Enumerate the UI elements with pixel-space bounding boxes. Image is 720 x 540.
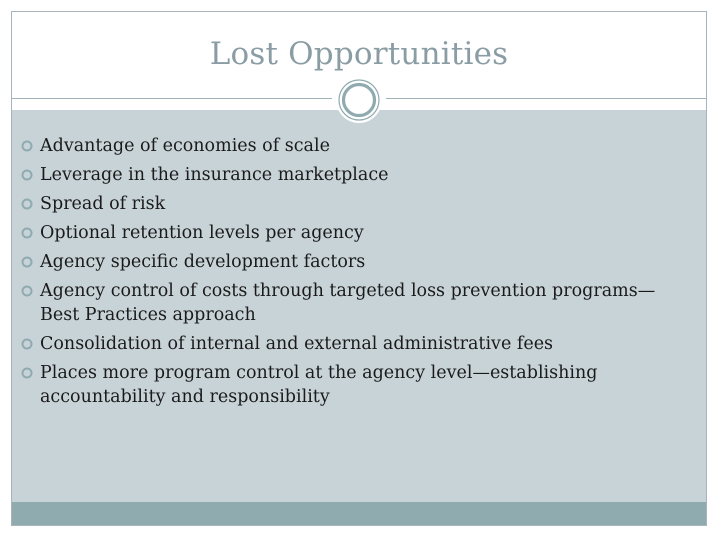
circle-bullet-icon — [20, 337, 34, 351]
circle-bullet-icon — [20, 226, 34, 240]
bullet-item — [18, 134, 678, 158]
circle-bullet-icon — [20, 197, 34, 211]
bullet-text: Advantage of economies of scale — [40, 136, 330, 156]
bullet-text: Agency specific development factors — [40, 252, 366, 272]
footer-bar — [12, 502, 706, 525]
bullet-text: Optional retention levels per agency — [40, 223, 364, 243]
bullet-item — [18, 192, 678, 216]
bullet-item — [18, 221, 678, 245]
bullet-text: Consolidation of internal and external administrative fees — [40, 334, 554, 354]
bullet-list — [18, 134, 678, 414]
title-divider-right — [386, 98, 706, 99]
title-divider-left — [12, 98, 332, 99]
bullet-item — [18, 279, 678, 327]
ring-ornament-icon — [336, 77, 382, 123]
circle-bullet-icon — [20, 284, 34, 298]
bullet-text: Leverage in the insurance marketplace — [40, 165, 389, 185]
slide-title: Lost Opportunities — [209, 36, 509, 72]
circle-bullet-icon — [20, 139, 34, 153]
bullet-text: Spread of risk — [40, 194, 166, 214]
bullet-item — [18, 361, 678, 409]
bullet-text: Places more program control at the agency level—establishing accountability and responsibility — [40, 363, 598, 407]
bullet-item — [18, 163, 678, 187]
bullet-item — [18, 332, 678, 356]
circle-bullet-icon — [20, 168, 34, 182]
bullet-item — [18, 250, 678, 274]
bullet-text: Agency control of costs through targeted loss prevention programs—Best Practices approach — [40, 281, 656, 325]
circle-bullet-icon — [20, 255, 34, 269]
circle-bullet-icon — [20, 366, 34, 380]
